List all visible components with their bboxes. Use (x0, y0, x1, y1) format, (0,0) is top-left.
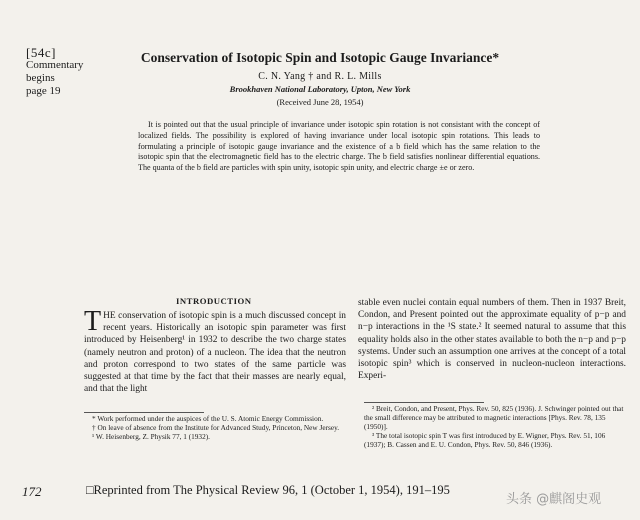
author-affiliation: Brookhaven National Laboratory, Upton, New York (229, 84, 411, 94)
footnote-item: ² Breit, Condon, and Present, Phys. Rev. 50, 825 (1936). J. Schwinger pointed out that the small difference may be attributed to magnetic interactions [Phys. Rev. 78, 135 (1950)]. (364, 404, 624, 431)
abstract-paragraph: It is pointed out that the usual principle of invariance under isotopic spin rotation is not consistant with the concept of localized fields. The possibility is explored of having invariance under local isotopic spin rotations. This leads to formulating a principle of isotopic gauge invariance and the existence of a b field which has the same relation to the isotopic spin that the electromagnetic field has to the electric charge. The b field satisfies nonlinear differential equations. The quanta of the b field are particles with spin unity, isotopic spin unity, and electric charge ±e or zero. (138, 120, 540, 173)
footnotes-right (364, 405, 626, 450)
footnote-item: ³ The total isotopic spin T was first introduced by E. Wigner, Phys. Rev. 51, 106 (1937); B. Cassen and E. U. Condon, Phys. Rev. 50, 846 (1936). (364, 430, 606, 449)
drop-cap-letter: T (84, 306, 102, 337)
watermark: 头条 @麒阁史观 (506, 492, 602, 507)
footnotes-left (84, 415, 346, 442)
paper-title: Conservation of Isotopic Spin and Isotopic Gauge Invariance* (140, 50, 500, 65)
footnote-divider-left (84, 412, 204, 413)
received-date: (Received June 28, 1954) (276, 97, 364, 107)
paper-authors: C. N. Yang † and R. L. Mills (258, 71, 382, 82)
section-heading-introduction: INTRODUCTION (176, 296, 252, 306)
intro-left-text: HE conservation of isotopic spin is a much discussed concept in recent years. Historically an isotopic spin parameter was first introduced by Heisenberg¹ in 1932 to describe the two charge states (namely neutron and proton) of a nucleon. The idea that the neutron and proton correspond to two states of the same particle was suggested at that time by the fact that their masses are nearly equal, and that the light (84, 311, 346, 395)
intro-left-column (84, 306, 346, 395)
reprint-citation: □Reprinted from The Physical Review 96, 1 (October 1, 1954), 191–195 (86, 483, 450, 497)
footnote-item: ¹ W. Heisenberg, Z. Physik 77, 1 (1932). (92, 431, 210, 441)
commentary-note-line3: page 19 (26, 85, 61, 97)
paper-reference-number: [54c] (26, 45, 56, 60)
footnote-item: † On leave of absence from the Institute for Advanced Study, Princeton, New Jersey. (92, 422, 340, 432)
intro-right-column: stable even nuclei contain equal numbers of them. Then in 1937 Breit, Condon, and Present pointed out the approximate equality of p−p and n−p interactions in the ¹S state.² It seemed natural to assume that this equality holds also in the other states available to both the n−p and p−p systems. Under such an assumption one arrives at the concept of a total isotopic spin³ which is conserved in nucleon-nucleon interactions. Experi- (358, 298, 626, 382)
footnote-item: * Work performed under the auspices of the U. S. Atomic Energy Commission. (92, 414, 324, 423)
page-number: 172 (22, 484, 42, 499)
footnote-divider-right (364, 402, 484, 403)
commentary-note-line1: Commentary (26, 59, 84, 71)
commentary-note-line2: begins (26, 72, 55, 84)
